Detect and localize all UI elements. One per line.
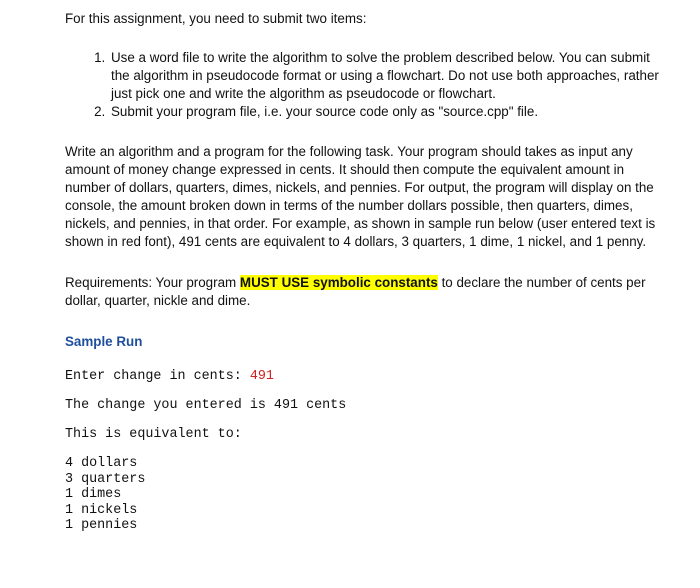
requirements-paragraph xyxy=(65,274,665,310)
requirements-lead-text: Requirements: Your program xyxy=(65,275,240,290)
submission-item-2: 2. Submit your program file, i.e. your source code only as "source.cpp" file. xyxy=(109,103,665,121)
console-result-list xyxy=(65,456,665,534)
task-paragraph: Write an algorithm and a program for the following task. Your program should takes as input any amount of money change expressed in cents. It should then compute the equivalent amount in number of dollars, quarters, dimes, nickels, and pennies. For output, the program will display on the console, the amount broken down in terms of the number dollars possible, then quarters, dimes, nickels, and pennies, in that order. For example, as shown in sample run below (user entered text is shown in red font), 491 cents are equivalent to 4 dollars, 3 quarters, 1 dime, 1 nickel, and 1 penny. xyxy=(65,144,656,249)
console-prompt: Enter change in cents: xyxy=(65,369,250,384)
console-change-line: The change you entered is 491 cents xyxy=(65,398,347,413)
requirements-tail-text: to declare the number of cents per dollar, quarter, nickle and dime. xyxy=(65,275,646,308)
requirements-highlight: MUST USE symbolic constants xyxy=(239,275,438,290)
sample-run-title: Sample Run xyxy=(65,334,143,349)
result-dimes: 1 dimes xyxy=(65,487,122,502)
submission-items-list xyxy=(65,49,665,121)
intro-text: For this assignment, you need to submit two items: xyxy=(65,11,367,26)
console-equivalent-line: This is equivalent to: xyxy=(65,427,242,442)
console-user-input: 491 xyxy=(249,369,274,384)
result-nickels: 1 nickels xyxy=(65,502,138,518)
submission-item-1: 1. Use a word file to write the algorithm to solve the problem described below. You can submit the algorithm in pseudocode format or using a flowchart. Do not use both approaches, rather just pick one and write the algorithm as pseudocode or flowchart. xyxy=(109,49,665,103)
sample-console-output xyxy=(65,369,665,534)
assignment-document xyxy=(65,10,665,534)
result-pennies: 1 pennies xyxy=(65,518,138,533)
console-prompt-line xyxy=(65,369,665,385)
result-quarters: 3 quarters xyxy=(65,471,146,487)
result-dollars: 4 dollars xyxy=(65,456,138,471)
